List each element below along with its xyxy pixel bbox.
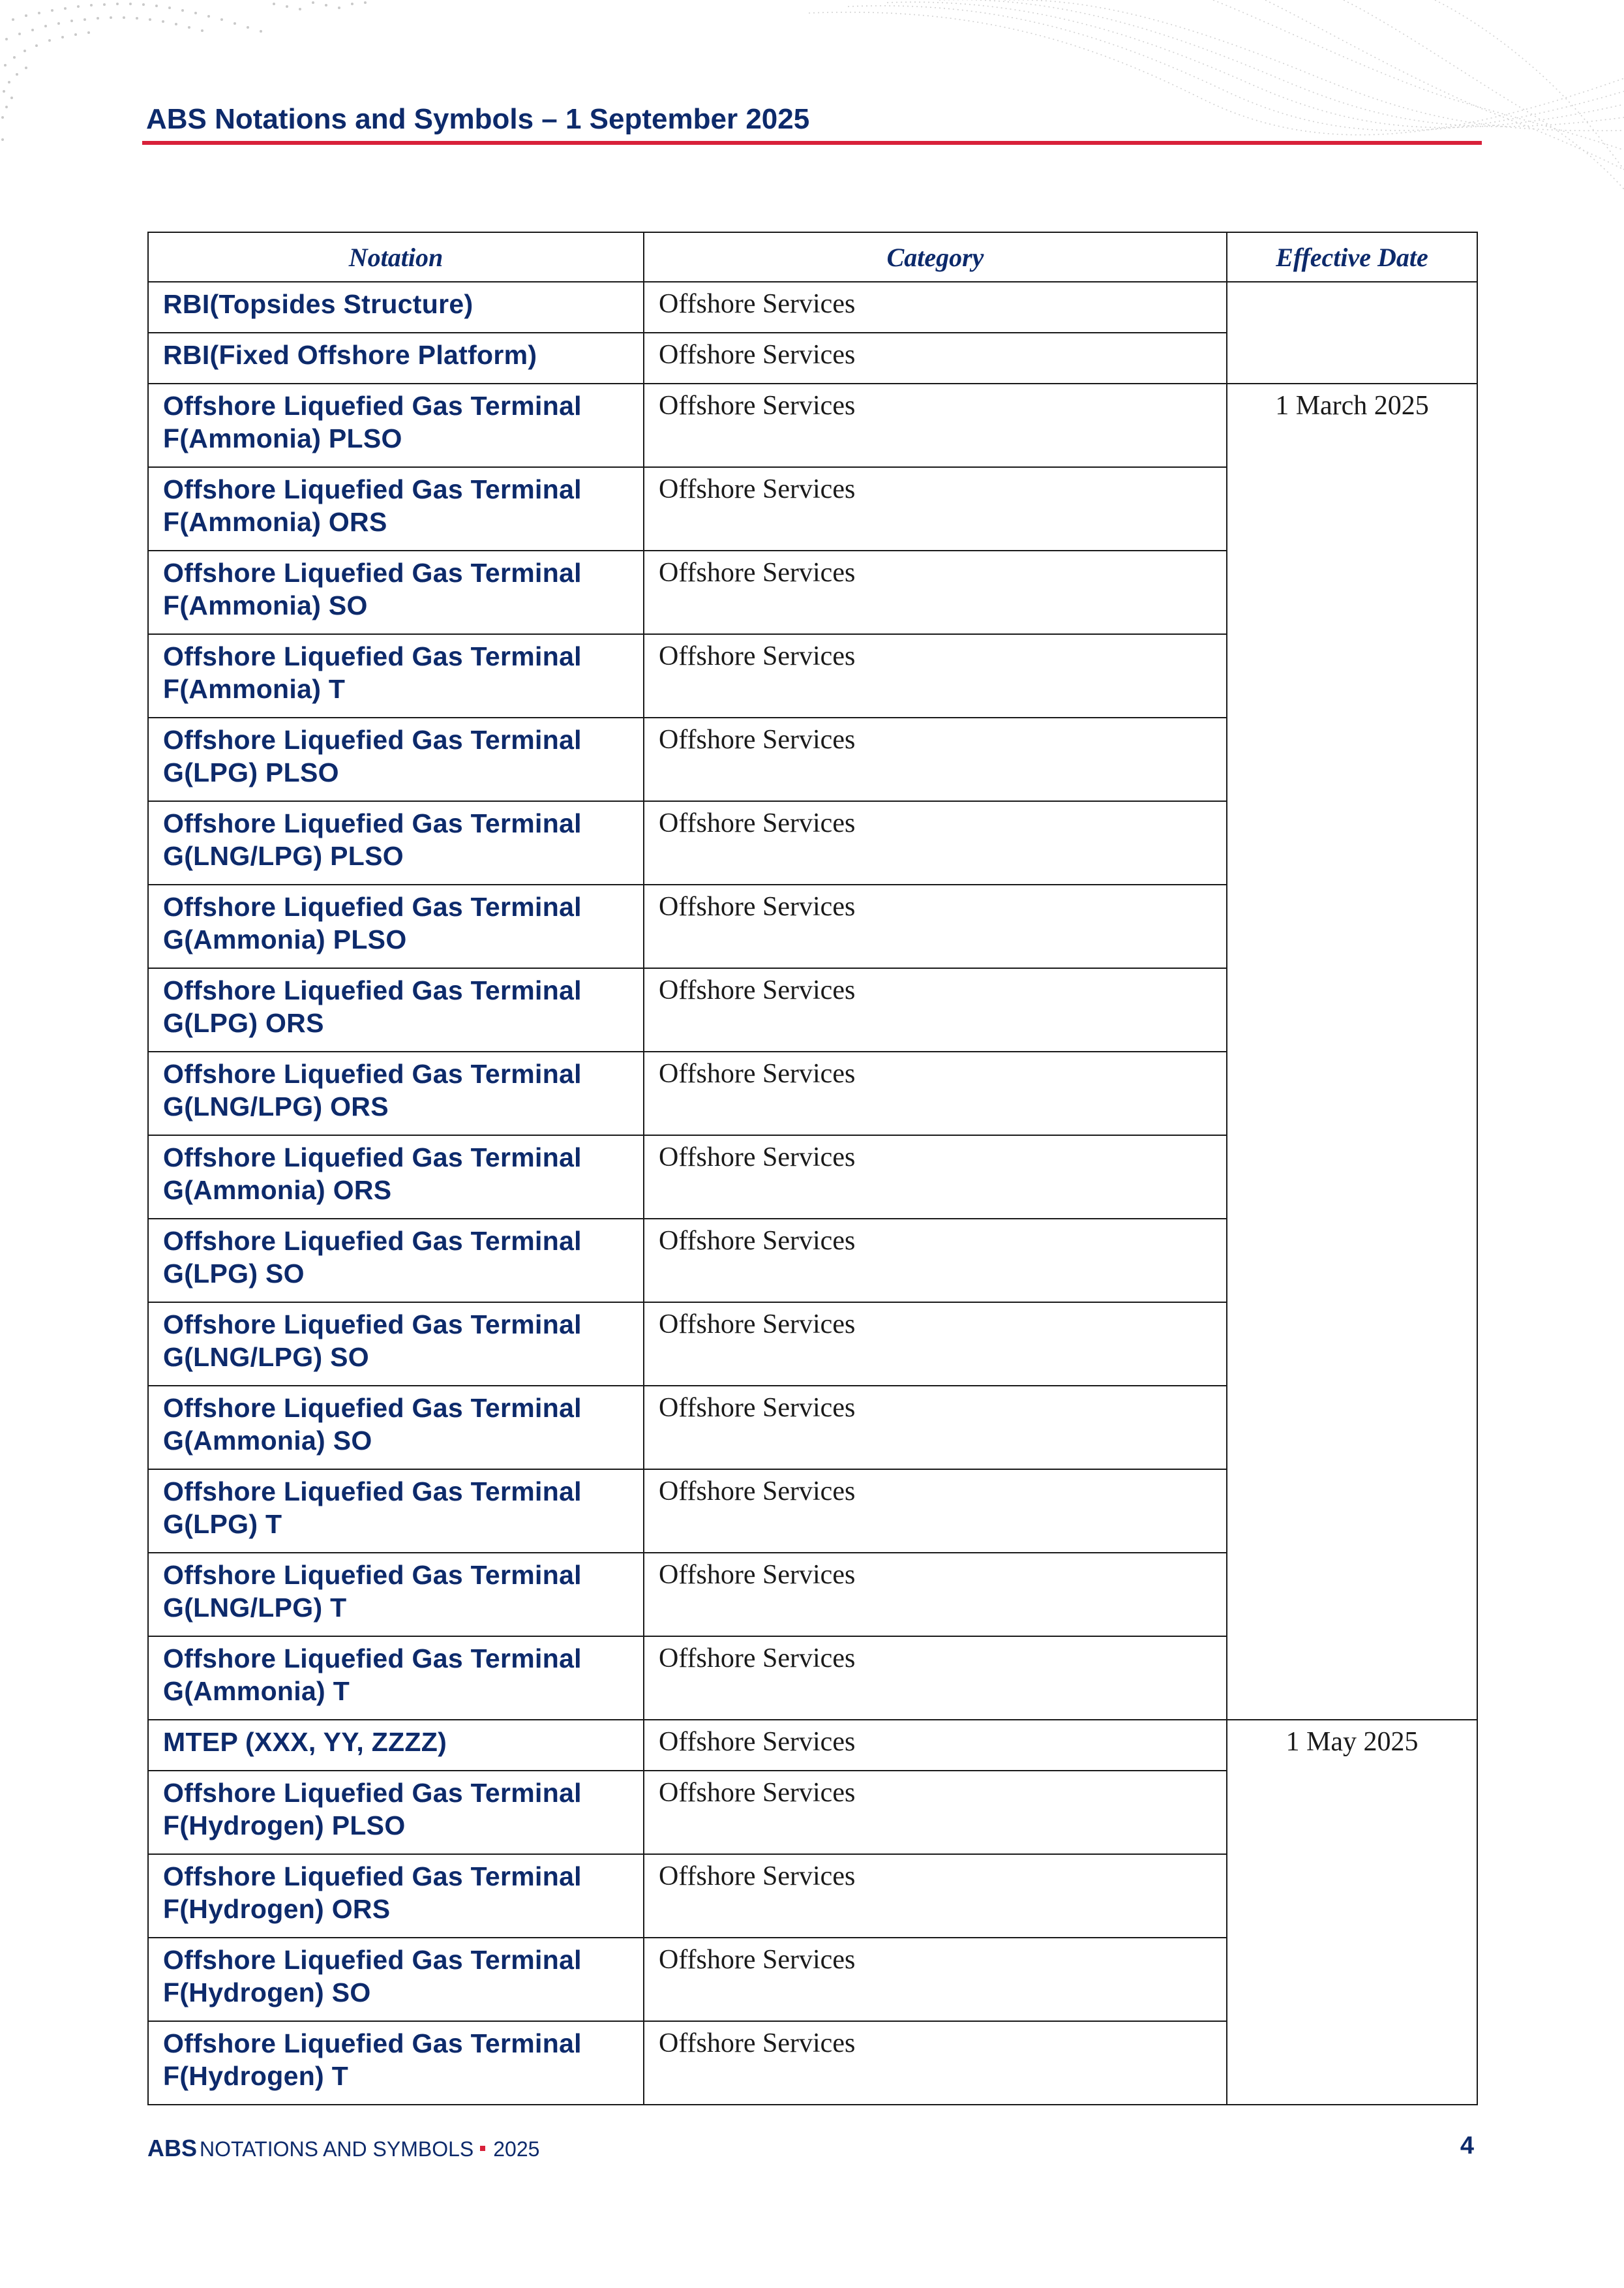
column-header-notation: Notation — [148, 232, 644, 282]
footer-separator-dot — [480, 2146, 485, 2151]
notation-line: Offshore Liquefied Gas Terminal — [163, 1560, 582, 1590]
category-text: Offshore Services — [659, 1226, 856, 1256]
notation-cell — [148, 1854, 644, 1938]
notation-line: Offshore Liquefied Gas Terminal — [163, 1393, 582, 1423]
notation-cell — [148, 1771, 644, 1854]
category-text: Offshore Services — [659, 892, 856, 922]
notation-text — [163, 1052, 630, 1123]
notation-line: G(Ammonia) T — [163, 1676, 350, 1706]
notation-line: Offshore Liquefied Gas Terminal — [163, 1142, 582, 1172]
category-text: Offshore Services — [659, 340, 856, 370]
notation-line: G(Ammonia) PLSO — [163, 924, 407, 954]
category-cell — [644, 885, 1227, 968]
notation-line: Offshore Liquefied Gas Terminal — [163, 1309, 582, 1339]
category-cell — [644, 968, 1227, 1052]
footer-label — [147, 2135, 539, 2162]
category-text: Offshore Services — [659, 808, 856, 838]
notation-line: Offshore Liquefied Gas Terminal — [163, 1643, 582, 1673]
notation-cell — [148, 467, 644, 551]
notation-cell — [148, 1938, 644, 2021]
category-text: Offshore Services — [659, 641, 856, 671]
category-cell — [644, 718, 1227, 801]
header-divider — [142, 141, 1482, 145]
notation-line: F(Ammonia) PLSO — [163, 423, 402, 453]
column-header-effective-date: Effective Date — [1227, 232, 1477, 282]
category-text: Offshore Services — [659, 289, 856, 319]
category-cell — [644, 2021, 1227, 2105]
category-cell — [644, 1219, 1227, 1302]
notation-cell — [148, 801, 644, 885]
category-cell — [644, 282, 1227, 333]
notation-text — [163, 1470, 630, 1540]
notation-cell — [148, 718, 644, 801]
notation-cell — [148, 384, 644, 467]
category-cell — [644, 333, 1227, 384]
category-text: Offshore Services — [659, 1393, 856, 1423]
notation-text — [163, 885, 630, 956]
footer-publication-name: NOTATIONS AND SYMBOLS — [200, 2137, 474, 2161]
notation-text — [163, 282, 630, 320]
notation-line: Offshore Liquefied Gas Terminal — [163, 808, 582, 838]
effective-date-text: 1 March 2025 — [1275, 391, 1429, 421]
category-cell — [644, 467, 1227, 551]
category-cell — [644, 1135, 1227, 1219]
notation-cell — [148, 551, 644, 634]
notation-line: Offshore Liquefied Gas Terminal — [163, 2028, 582, 2058]
notation-line: Offshore Liquefied Gas Terminal — [163, 1861, 582, 1891]
category-text: Offshore Services — [659, 1560, 856, 1590]
category-text: Offshore Services — [659, 1778, 856, 1808]
notation-line: F(Ammonia) ORS — [163, 507, 387, 537]
notation-line: G(LNG/LPG) ORS — [163, 1091, 389, 1121]
notation-line: G(LPG) PLSO — [163, 757, 339, 787]
notation-line: Offshore Liquefied Gas Terminal — [163, 892, 582, 922]
notation-cell — [148, 1135, 644, 1219]
category-text: Offshore Services — [659, 558, 856, 588]
decorative-wave-pattern-top-right — [809, 0, 1624, 196]
table-row — [148, 384, 1477, 467]
effective-date-cell — [1227, 384, 1477, 1720]
category-text: Offshore Services — [659, 725, 856, 755]
notation-cell — [148, 885, 644, 968]
category-cell — [644, 1938, 1227, 2021]
notation-text — [163, 1553, 630, 1624]
notation-text — [163, 1303, 630, 1373]
notation-cell — [148, 1553, 644, 1636]
notation-text — [163, 1771, 630, 1842]
notation-cell — [148, 1052, 644, 1135]
notation-line: Offshore Liquefied Gas Terminal — [163, 1476, 582, 1506]
notation-line: F(Hydrogen) ORS — [163, 1894, 391, 1924]
notation-line: G(LNG/LPG) SO — [163, 1342, 369, 1372]
effective-date-cell — [1227, 282, 1477, 384]
category-text: Offshore Services — [659, 1476, 856, 1506]
notation-cell — [148, 333, 644, 384]
notation-cell — [148, 1469, 644, 1553]
notation-line: Offshore Liquefied Gas Terminal — [163, 558, 582, 588]
category-cell — [644, 1302, 1227, 1386]
notation-text — [163, 384, 630, 455]
notation-line: Offshore Liquefied Gas Terminal — [163, 1226, 582, 1256]
category-cell — [644, 1386, 1227, 1469]
category-cell — [644, 801, 1227, 885]
notation-text — [163, 1136, 630, 1206]
notation-line: Offshore Liquefied Gas Terminal — [163, 725, 582, 755]
notation-cell — [148, 1219, 644, 1302]
category-text: Offshore Services — [659, 1059, 856, 1089]
category-cell — [644, 1052, 1227, 1135]
notation-cell — [148, 634, 644, 718]
column-header-category: Category — [644, 232, 1227, 282]
footer-year: 2025 — [493, 2137, 540, 2161]
notation-line: G(Ammonia) SO — [163, 1426, 372, 1456]
notation-text — [163, 969, 630, 1039]
notation-line: Offshore Liquefied Gas Terminal — [163, 1778, 582, 1808]
table-row — [148, 1720, 1477, 1771]
effective-date-text — [1227, 282, 1477, 288]
category-cell — [644, 1469, 1227, 1553]
notation-text — [163, 1386, 630, 1457]
notation-line: G(LPG) T — [163, 1509, 282, 1539]
category-cell — [644, 384, 1227, 467]
notation-text — [163, 635, 630, 705]
notation-line: F(Ammonia) SO — [163, 590, 368, 620]
notation-line: F(Ammonia) T — [163, 674, 346, 704]
category-cell — [644, 1854, 1227, 1938]
category-text: Offshore Services — [659, 1945, 856, 1975]
notation-line: G(LNG/LPG) T — [163, 1593, 347, 1623]
notation-cell — [148, 1302, 644, 1386]
page-header-title: ABS Notations and Symbols – 1 September 2025 — [146, 103, 810, 135]
footer-brand-logo: ABS — [147, 2135, 198, 2161]
notation-cell — [148, 282, 644, 333]
category-text: Offshore Services — [659, 975, 856, 1005]
notation-line: F(Hydrogen) PLSO — [163, 1810, 406, 1840]
category-text: Offshore Services — [659, 2028, 856, 2058]
category-text: Offshore Services — [659, 1643, 856, 1673]
notation-line: F(Hydrogen) T — [163, 2061, 349, 2091]
notation-line: Offshore Liquefied Gas Terminal — [163, 474, 582, 504]
notation-line: RBI(Fixed Offshore Platform) — [163, 340, 537, 370]
table-row — [148, 282, 1477, 333]
notation-text — [163, 1720, 630, 1758]
category-text: Offshore Services — [659, 1727, 856, 1757]
notation-line: G(LNG/LPG) PLSO — [163, 841, 404, 871]
notation-line: Offshore Liquefied Gas Terminal — [163, 641, 582, 671]
notation-text — [163, 1219, 630, 1290]
notations-table — [147, 232, 1478, 2105]
category-text: Offshore Services — [659, 1861, 856, 1891]
table-header-row — [148, 232, 1477, 282]
notation-cell — [148, 2021, 644, 2105]
notation-text — [163, 2022, 630, 2092]
category-text: Offshore Services — [659, 1142, 856, 1172]
notation-text — [163, 1855, 630, 1925]
notation-text — [163, 1938, 630, 2009]
notation-line: Offshore Liquefied Gas Terminal — [163, 1945, 582, 1975]
page-number: 4 — [1460, 2132, 1474, 2159]
notation-line: Offshore Liquefied Gas Terminal — [163, 391, 582, 421]
effective-date-text: 1 May 2025 — [1286, 1727, 1419, 1757]
category-text: Offshore Services — [659, 391, 856, 421]
category-cell — [644, 634, 1227, 718]
notation-line: Offshore Liquefied Gas Terminal — [163, 1059, 582, 1089]
category-text: Offshore Services — [659, 1309, 856, 1339]
category-cell — [644, 1771, 1227, 1854]
notation-line: G(LPG) ORS — [163, 1008, 324, 1038]
notation-line: RBI(Topsides Structure) — [163, 289, 474, 319]
notation-text — [163, 468, 630, 538]
category-text: Offshore Services — [659, 474, 856, 504]
notation-text — [163, 802, 630, 872]
notation-cell — [148, 1386, 644, 1469]
category-cell — [644, 1636, 1227, 1720]
notation-line: F(Hydrogen) SO — [163, 1977, 371, 2007]
notation-text — [163, 718, 630, 789]
notation-text — [163, 333, 630, 371]
notation-line: G(Ammonia) ORS — [163, 1175, 392, 1205]
category-cell — [644, 551, 1227, 634]
category-cell — [644, 1720, 1227, 1771]
notation-line: Offshore Liquefied Gas Terminal — [163, 975, 582, 1005]
effective-date-cell — [1227, 1720, 1477, 2105]
notation-cell — [148, 968, 644, 1052]
category-cell — [644, 1553, 1227, 1636]
notation-cell — [148, 1636, 644, 1720]
notation-line: MTEP (XXX, YY, ZZZZ) — [163, 1727, 447, 1757]
notation-line: G(LPG) SO — [163, 1258, 305, 1289]
notation-text — [163, 551, 630, 622]
notation-text — [163, 1637, 630, 1707]
notation-cell — [148, 1720, 644, 1771]
table-body — [148, 282, 1477, 2105]
